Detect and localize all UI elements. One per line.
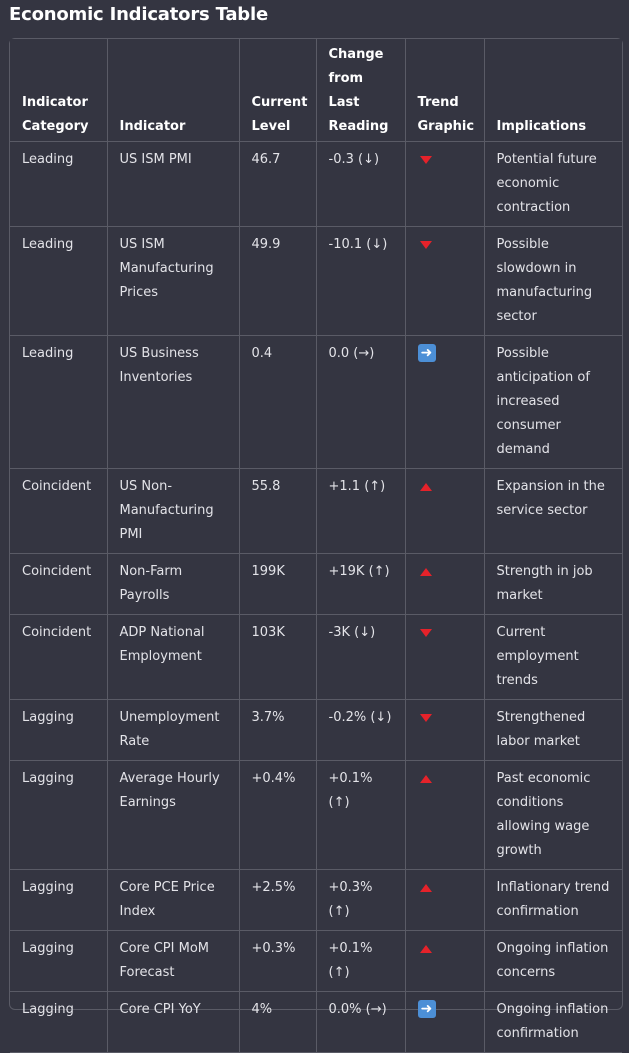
table-row xyxy=(10,870,622,931)
table-row xyxy=(10,931,622,992)
cell-current-level: 4% xyxy=(239,992,316,1053)
cell-indicator: Unemployment Rate xyxy=(107,700,239,761)
table-row xyxy=(10,336,622,469)
cell-trend-graphic xyxy=(405,142,484,227)
cell-change: -0.2% (↓) xyxy=(316,700,405,761)
cell-indicator: US ISM PMI xyxy=(107,142,239,227)
table-row xyxy=(10,700,622,761)
cell-current-level: +2.5% xyxy=(239,870,316,931)
cell-trend-graphic xyxy=(405,469,484,554)
cell-current-level: +0.3% xyxy=(239,931,316,992)
table-body xyxy=(10,142,622,1053)
cell-current-level: 46.7 xyxy=(239,142,316,227)
down-triangle-icon xyxy=(420,156,432,164)
table-row xyxy=(10,615,622,700)
cell-implications: Inflationary trend confirmation xyxy=(484,870,622,931)
header-change: Change from Last Reading xyxy=(316,39,405,142)
cell-indicator: US ISM Manufacturing Prices xyxy=(107,227,239,336)
cell-indicator: Core CPI YoY xyxy=(107,992,239,1053)
cell-change: 0.0% (→) xyxy=(316,992,405,1053)
indicators-table-container xyxy=(9,38,623,1041)
cell-trend-graphic xyxy=(405,554,484,615)
down-triangle-icon xyxy=(420,241,432,249)
cell-trend-graphic xyxy=(405,931,484,992)
cell-indicator: Core CPI MoM Forecast xyxy=(107,931,239,992)
cell-trend-graphic xyxy=(405,992,484,1053)
header-current-level: Current Level xyxy=(239,39,316,142)
cell-current-level: 199K xyxy=(239,554,316,615)
cell-change: -10.1 (↓) xyxy=(316,227,405,336)
cell-indicator-category: Lagging xyxy=(10,931,107,992)
cell-current-level: 3.7% xyxy=(239,700,316,761)
table-header-row xyxy=(10,39,622,142)
cell-indicator-category: Coincident xyxy=(10,469,107,554)
cell-change: -0.3 (↓) xyxy=(316,142,405,227)
cell-indicator-category: Lagging xyxy=(10,761,107,870)
table-row xyxy=(10,227,622,336)
cell-trend-graphic xyxy=(405,870,484,931)
cell-indicator-category: Leading xyxy=(10,142,107,227)
table-row xyxy=(10,992,622,1053)
cell-implications: Strength in job market xyxy=(484,554,622,615)
up-triangle-icon xyxy=(420,775,432,783)
cell-indicator: Average Hourly Earnings xyxy=(107,761,239,870)
cell-implications: Strengthened labor market xyxy=(484,700,622,761)
cell-implications: Ongoing inflation confirmation xyxy=(484,992,622,1053)
cell-current-level: 49.9 xyxy=(239,227,316,336)
cell-indicator: ADP National Employment xyxy=(107,615,239,700)
cell-indicator-category: Coincident xyxy=(10,615,107,700)
header-trend-graphic: Trend Graphic xyxy=(405,39,484,142)
cell-change: +19K (↑) xyxy=(316,554,405,615)
cell-indicator-category: Leading xyxy=(10,227,107,336)
cell-indicator-category: Lagging xyxy=(10,992,107,1053)
cell-trend-graphic xyxy=(405,227,484,336)
page-title: Economic Indicators Table xyxy=(9,4,268,25)
cell-indicator-category: Lagging xyxy=(10,700,107,761)
table-row xyxy=(10,469,622,554)
cell-implications: Possible slowdown in manufacturing sector xyxy=(484,227,622,336)
cell-indicator: Non-Farm Payrolls xyxy=(107,554,239,615)
cell-change: +0.3% (↑) xyxy=(316,870,405,931)
cell-trend-graphic xyxy=(405,615,484,700)
header-indicator-category: Indicator Category xyxy=(10,39,107,142)
cell-implications: Possible anticipation of increased consumer demand xyxy=(484,336,622,469)
table-row xyxy=(10,761,622,870)
down-triangle-icon xyxy=(420,714,432,722)
up-triangle-icon xyxy=(420,884,432,892)
cell-change: +1.1 (↑) xyxy=(316,469,405,554)
cell-indicator: US Business Inventories xyxy=(107,336,239,469)
cell-implications: Potential future economic contraction xyxy=(484,142,622,227)
cell-current-level: 55.8 xyxy=(239,469,316,554)
cell-change: -3K (↓) xyxy=(316,615,405,700)
table-row xyxy=(10,554,622,615)
header-indicator: Indicator xyxy=(107,39,239,142)
cell-indicator-category: Leading xyxy=(10,336,107,469)
cell-change: +0.1% (↑) xyxy=(316,761,405,870)
indicators-table xyxy=(10,39,622,1053)
up-triangle-icon xyxy=(420,945,432,953)
down-triangle-icon xyxy=(420,629,432,637)
cell-indicator-category: Coincident xyxy=(10,554,107,615)
cell-trend-graphic xyxy=(405,700,484,761)
cell-current-level: 0.4 xyxy=(239,336,316,469)
up-triangle-icon xyxy=(420,568,432,576)
cell-implications: Ongoing inflation concerns xyxy=(484,931,622,992)
table-row xyxy=(10,142,622,227)
cell-indicator: US Non-Manufacturing PMI xyxy=(107,469,239,554)
right-arrow-icon: ➜ xyxy=(418,344,436,362)
cell-implications: Current employment trends xyxy=(484,615,622,700)
cell-current-level: 103K xyxy=(239,615,316,700)
cell-current-level: +0.4% xyxy=(239,761,316,870)
up-triangle-icon xyxy=(420,483,432,491)
cell-change: +0.1% (↑) xyxy=(316,931,405,992)
right-arrow-icon: ➜ xyxy=(418,1000,436,1018)
cell-change: 0.0 (→) xyxy=(316,336,405,469)
cell-indicator-category: Lagging xyxy=(10,870,107,931)
cell-implications: Past economic conditions allowing wage growth xyxy=(484,761,622,870)
cell-implications: Expansion in the service sector xyxy=(484,469,622,554)
cell-trend-graphic xyxy=(405,336,484,469)
cell-indicator: Core PCE Price Index xyxy=(107,870,239,931)
header-implications: Implications xyxy=(484,39,622,142)
cell-trend-graphic xyxy=(405,761,484,870)
